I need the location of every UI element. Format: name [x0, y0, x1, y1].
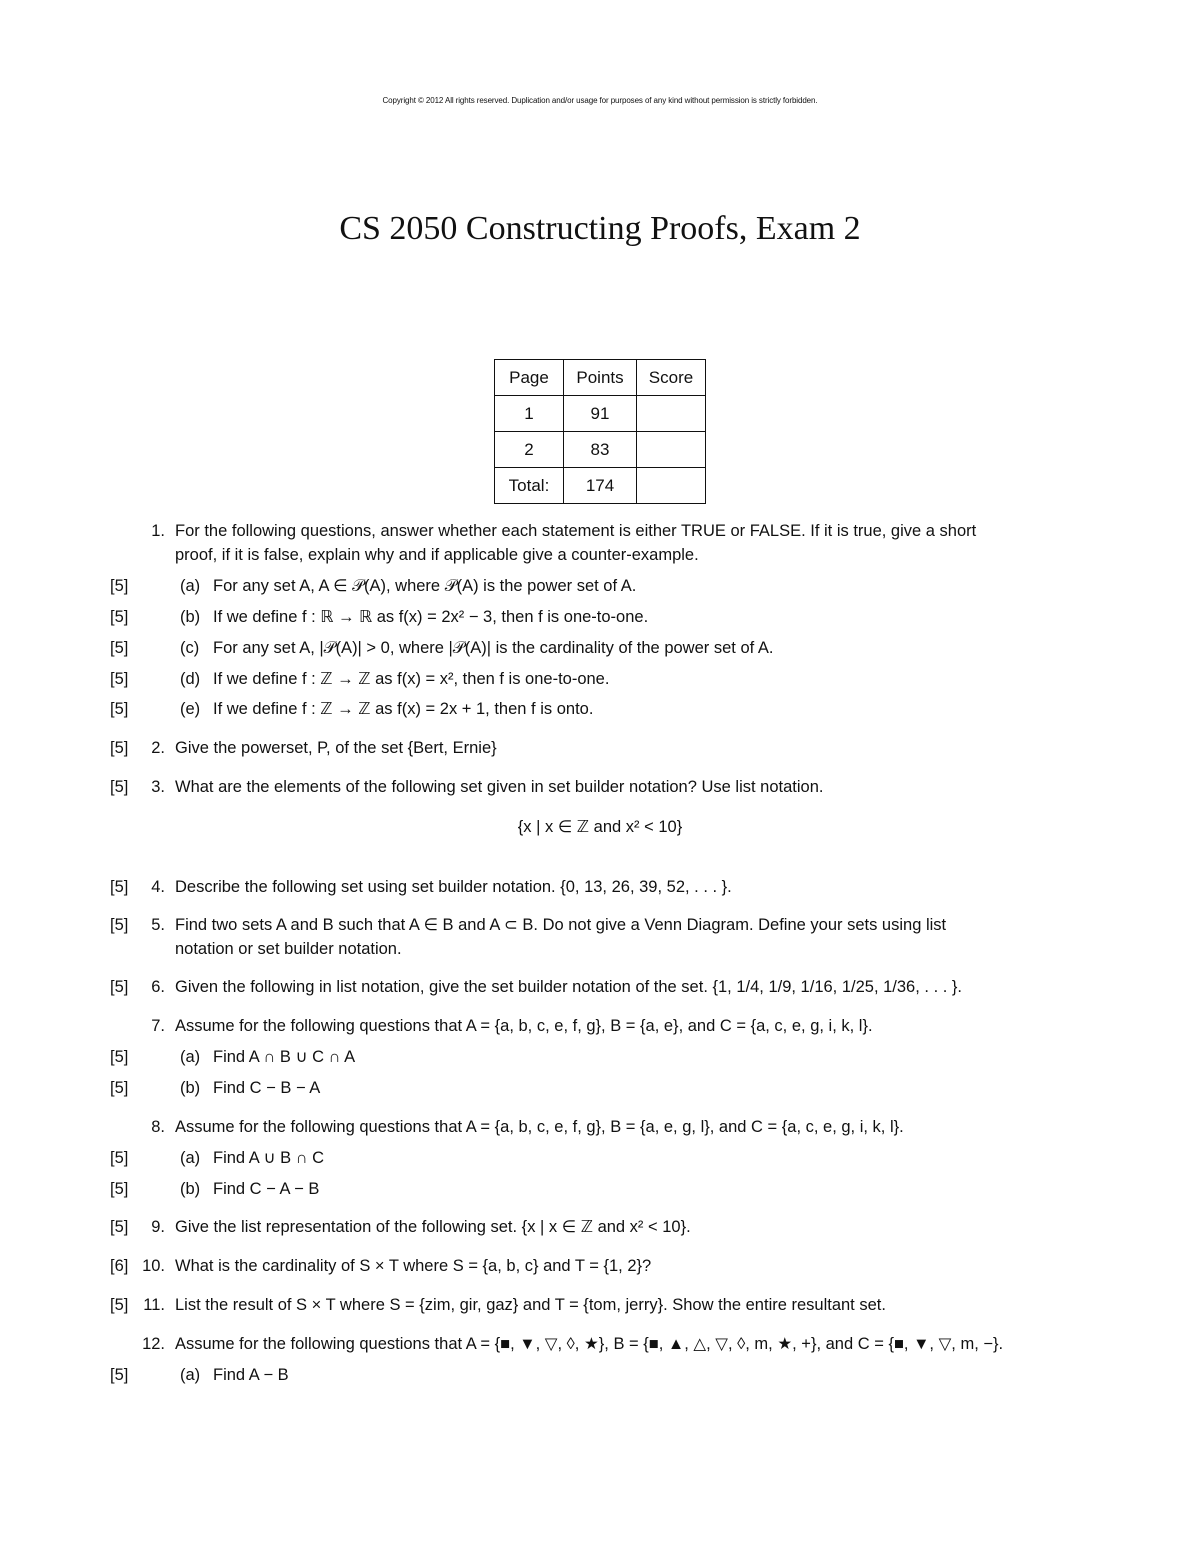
question-text: What are the elements of the following set given in set builder notation? Use list notation. — [175, 778, 824, 796]
cell-score[interactable] — [637, 396, 706, 432]
cell-points: 83 — [564, 432, 637, 468]
part-text: Find C − A − B — [213, 1180, 320, 1198]
part-text: For any set A, A ∈ 𝒫(A), where 𝒫(A) is the power set of A. — [213, 577, 637, 595]
part-text: Find C − B − A — [213, 1079, 321, 1097]
score-table — [494, 359, 706, 504]
points-label: [5] — [110, 778, 129, 796]
points-label: [5] — [110, 639, 129, 657]
part-text: If we define f : ℝ → ℝ as f(x) = 2x² − 3, then f is one-to-one. — [213, 608, 649, 626]
question-number: 3. — [151, 778, 165, 796]
question-number: 9. — [151, 1218, 165, 1236]
table-row — [495, 396, 706, 432]
question-number: 12. — [142, 1335, 165, 1353]
points-label: [5] — [110, 1048, 129, 1066]
part-text: Find A ∪ B ∩ C — [213, 1149, 325, 1167]
question-text: List the result of S × T where S = {zim, gir, gaz} and T = {tom, jerry}. Show the entire resultant set. — [175, 1296, 886, 1314]
header-score: Score — [637, 360, 706, 396]
cell-score[interactable] — [637, 432, 706, 468]
points-label: [5] — [110, 577, 129, 595]
set-builder-formula: {x | x ∈ ℤ and x² < 10} — [517, 818, 683, 836]
question-text: Assume for the following questions that A = {a, b, c, e, f, g}, B = {a, e}, and C = {a, c, e, g, i, k, l}. — [175, 1017, 873, 1035]
cell-score[interactable] — [637, 468, 706, 504]
points-label: [6] — [110, 1257, 129, 1275]
points-label: [5] — [110, 1366, 129, 1384]
question-number: 11. — [143, 1296, 165, 1314]
points-label: [5] — [110, 1218, 129, 1236]
question-number: 7. — [151, 1017, 165, 1035]
cell-points: 91 — [564, 396, 637, 432]
points-label: [5] — [110, 608, 129, 626]
table-row — [495, 468, 706, 504]
cell-page: 1 — [495, 396, 564, 432]
score-table-header — [495, 360, 706, 396]
part-label: (b) — [180, 1180, 201, 1198]
points-label: [5] — [110, 1180, 129, 1198]
points-label: [5] — [110, 916, 129, 934]
header-points: Points — [564, 360, 637, 396]
points-label: [5] — [110, 1079, 129, 1097]
question-number: 5. — [151, 916, 165, 934]
exam-title: CS 2050 Constructing Proofs, Exam 2 — [339, 210, 861, 247]
question-text-continued: notation or set builder notation. — [175, 940, 402, 958]
cell-page: Total: — [495, 468, 564, 504]
part-label: (e) — [180, 700, 201, 718]
part-label: (d) — [180, 670, 201, 688]
points-label: [5] — [110, 1149, 129, 1167]
part-label: (b) — [180, 608, 201, 626]
cell-page: 2 — [495, 432, 564, 468]
part-label: (a) — [180, 1366, 201, 1384]
part-label: (c) — [180, 639, 200, 657]
question-number: 6. — [151, 978, 165, 996]
points-label: [5] — [110, 670, 129, 688]
part-text: If we define f : ℤ → ℤ as f(x) = x², then f is one-to-one. — [213, 670, 610, 688]
part-label: (a) — [180, 577, 201, 595]
header-page: Page — [495, 360, 564, 396]
question-number: 2. — [151, 739, 165, 757]
table-row — [495, 432, 706, 468]
part-text: Find A ∩ B ∪ C ∩ A — [213, 1048, 356, 1066]
part-text: For any set A, |𝒫(A)| > 0, where |𝒫(A)| is the cardinality of the power set of A. — [213, 639, 774, 657]
part-label: (a) — [180, 1048, 201, 1066]
copyright-notice: Copyright © 2012 All rights reserved. Duplication and/or usage for purposes of any kind without permission is strictly forbidden. — [382, 96, 818, 105]
points-label: [5] — [110, 978, 129, 996]
points-label: [5] — [110, 739, 129, 757]
part-label: (b) — [180, 1079, 201, 1097]
question-text: Given the following in list notation, give the set builder notation of the set. {1, 1/4, 1/9, 1/16, 1/25, 1/36, . . . }. — [175, 978, 963, 996]
question-text: What is the cardinality of S × T where S = {a, b, c} and T = {1, 2}? — [175, 1257, 652, 1275]
question-text-continued: proof, if it is false, explain why and if applicable give a counter-example. — [175, 546, 699, 564]
question-text: Give the list representation of the following set. {x | x ∈ ℤ and x² < 10}. — [175, 1218, 691, 1236]
question-number: 1. — [151, 522, 165, 540]
cell-points: 174 — [564, 468, 637, 504]
points-label: [5] — [110, 878, 129, 896]
question-text: Describe the following set using set builder notation. {0, 13, 26, 39, 52, . . . }. — [175, 878, 732, 896]
question-text: Assume for the following questions that A = {a, b, c, e, f, g}, B = {a, e, g, l}, and C = {a, c, e, g, i, k, l}. — [175, 1118, 904, 1136]
part-label: (a) — [180, 1149, 201, 1167]
question-number: 8. — [151, 1118, 165, 1136]
question-number: 4. — [151, 878, 165, 896]
question-text: Give the powerset, P, of the set {Bert, Ernie} — [175, 739, 497, 757]
question-text: For the following questions, answer whether each statement is either TRUE or FALSE. If it is true, give a short — [175, 522, 977, 540]
question-text: Find two sets A and B such that A ∈ B and A ⊂ B. Do not give a Venn Diagram. Define your sets using list — [175, 916, 947, 934]
points-label: [5] — [110, 1296, 129, 1314]
part-text: If we define f : ℤ → ℤ as f(x) = 2x + 1, then f is onto. — [213, 700, 594, 718]
points-label: [5] — [110, 700, 129, 718]
part-text: Find A − B — [213, 1366, 289, 1384]
question-number: 10. — [142, 1257, 165, 1275]
question-text: Assume for the following questions that A = {■, ▼, ▽, ◊, ★}, B = {■, ▲, △, ▽, ◊, m, ★, +}, and C = {■, ▼, ▽, m, −}. — [175, 1335, 1004, 1353]
